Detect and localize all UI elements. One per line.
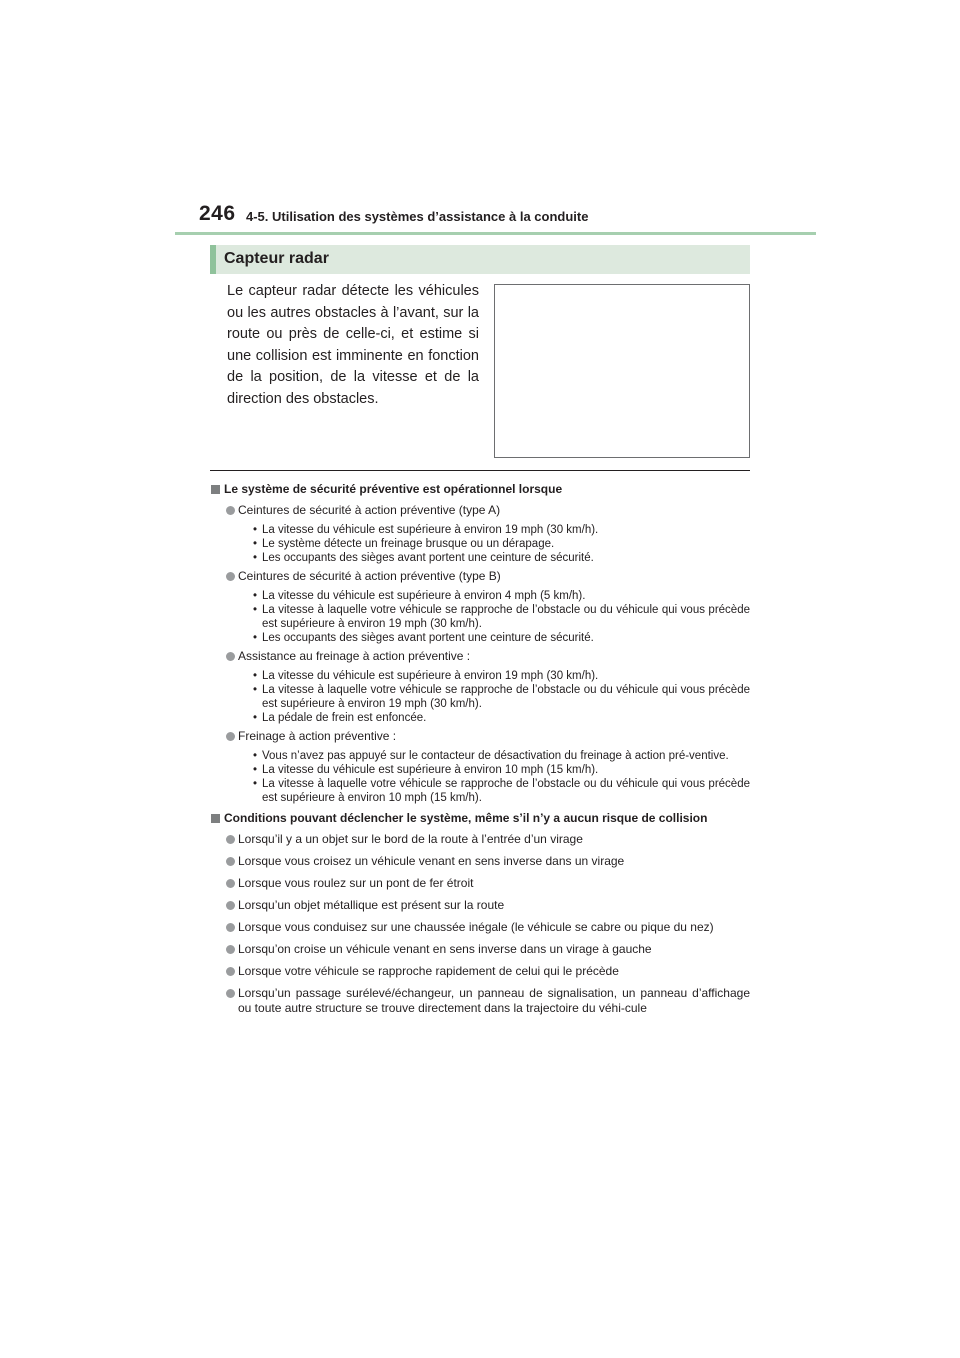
sub-list-item-text: Les occupants des sièges avant portent une ceinture de sécurité. (262, 632, 594, 644)
list-item (210, 942, 750, 957)
sub-list-item: • La vitesse du véhicule est supérieure à environ 19 mph (30 km/h). (253, 524, 599, 536)
sub-list-item-text: La vitesse à laquelle votre véhicule se rapproche de l’obstacle ou du véhicule qui vous précède est supérieure à environ 10 mph (15 km/h). (262, 778, 750, 804)
round-bullet-icon (226, 506, 235, 515)
page-number: 246 (199, 202, 236, 225)
chapter-title: 4-5. Utilisation des systèmes d’assistance à la conduite (246, 209, 589, 224)
round-bullet-icon (226, 879, 235, 888)
list-item-label: Assistance au freinage à action préventive : (238, 649, 471, 663)
list-item (210, 876, 750, 891)
list-item-label: Lorsque vous croisez un véhicule venant en sens inverse dans un virage (238, 854, 625, 868)
list-item-label: Lorsqu’il y a un objet sur le bord de la route à l’entrée d’un virage (238, 832, 583, 846)
list-item (210, 964, 750, 979)
sub-list-item-text: La vitesse du véhicule est supérieure à environ 19 mph (30 km/h). (262, 524, 599, 536)
sub-list-item: • La vitesse du véhicule est supérieure à environ 10 mph (15 km/h). (253, 764, 599, 776)
sub-list (210, 523, 750, 565)
round-bullet-icon (226, 923, 235, 932)
list-item (210, 649, 750, 664)
sub-list-item-text: La pédale de frein est enfoncée. (262, 712, 427, 724)
list-item (210, 986, 750, 1016)
square-bullet-icon (211, 814, 220, 823)
list-item-label: Freinage à action préventive : (238, 729, 397, 743)
sub-list-item: • La vitesse à laquelle votre véhicule se rapproche de l’obstacle ou du véhicule qui vous précède est supérieure à environ 19 mph (30 km/h). (253, 684, 750, 710)
op-group (210, 649, 750, 725)
sub-list-item-text: Vous n’avez pas appuyé sur le contacteur de désactivation du freinage à action pré-ventive. (262, 750, 729, 762)
sub-list-item-text: La vitesse à laquelle votre véhicule se rapproche de l’obstacle ou du véhicule qui vous précède est supérieure à environ 19 mph (30 km/h). (262, 604, 750, 630)
sub-list-item-text: La vitesse du véhicule est supérieure à environ 10 mph (15 km/h). (262, 764, 599, 776)
list-item (210, 569, 750, 584)
sub-list-item: • Le système détecte un freinage brusque ou un dérapage. (253, 538, 555, 550)
sub-list-item-text: Le système détecte un freinage brusque ou un dérapage. (262, 538, 555, 550)
sub-list-item: • Vous n’avez pas appuyé sur le contacteur de désactivation du freinage à action pré-ventive. (253, 750, 729, 762)
section-divider (210, 470, 750, 471)
round-bullet-icon (226, 857, 235, 866)
list-item (210, 854, 750, 869)
conditions-heading-text: Conditions pouvant déclencher le système, même s’il n’y a aucun risque de collision (224, 811, 708, 825)
intro-paragraph: Le capteur radar détecte les véhicules ou les autres obstacles à l’avant, sur la route ou près de celle-ci, et estime si une collision est imminente en fonction de la position, de la vitesse et de la direction des obstacles. (227, 283, 479, 407)
op-group (210, 729, 750, 805)
notes (210, 482, 750, 1023)
op-group (210, 569, 750, 645)
sub-list-item: • La pédale de frein est enfoncée. (253, 712, 427, 724)
round-bullet-icon (226, 901, 235, 910)
round-bullet-icon (226, 835, 235, 844)
list-item-label: Lorsqu’un passage surélevé/échangeur, un panneau de signalisation, un panneau d’affichage ou toute autre structure se trouve directement dans la trajectoire du véhi-cule (238, 986, 750, 1015)
list-item-label: Lorsque votre véhicule se rapproche rapidement de celui qui le précède (238, 964, 619, 978)
round-bullet-icon (226, 945, 235, 954)
sub-list-item-text: Les occupants des sièges avant portent une ceinture de sécurité. (262, 552, 594, 564)
list-item-label: Lorsque vous roulez sur un pont de fer étroit (238, 876, 474, 890)
section-header (210, 245, 750, 274)
sub-list-item-text: La vitesse du véhicule est supérieure à environ 19 mph (30 km/h). (262, 670, 599, 682)
sub-list-item: • La vitesse du véhicule est supérieure à environ 19 mph (30 km/h). (253, 670, 599, 682)
operational-heading (210, 482, 750, 497)
list-item-label: Ceintures de sécurité à action préventive (type A) (238, 503, 501, 517)
round-bullet-icon (226, 652, 235, 661)
sub-list-item: • La vitesse du véhicule est supérieure à environ 4 mph (5 km/h). (253, 590, 586, 602)
list-item (210, 832, 750, 847)
sub-list-item: • La vitesse à laquelle votre véhicule se rapproche de l’obstacle ou du véhicule qui vous précède est supérieure à environ 19 mph (30 km/h). (253, 604, 750, 630)
round-bullet-icon (226, 572, 235, 581)
list-item-label: Lorsqu’on croise un véhicule venant en sens inverse dans un virage à gauche (238, 942, 652, 956)
list-item-label: Ceintures de sécurité à action préventive (type B) (238, 569, 501, 583)
round-bullet-icon (226, 967, 235, 976)
section-header-accent (210, 245, 216, 274)
sub-list (210, 589, 750, 645)
round-bullet-icon (226, 989, 235, 998)
sub-list-item: • La vitesse à laquelle votre véhicule se rapproche de l’obstacle ou du véhicule qui vous précède est supérieure à environ 10 mph (15 km/h). (253, 778, 750, 804)
header-rule (175, 232, 816, 235)
sub-list (210, 749, 750, 805)
op-group (210, 503, 750, 565)
list-item (210, 898, 750, 913)
sub-list (210, 669, 750, 725)
sub-list-item: • Les occupants des sièges avant portent une ceinture de sécurité. (253, 632, 594, 644)
list-item-label: Lorsqu’un objet métallique est présent sur la route (238, 898, 505, 912)
list-item (210, 920, 750, 935)
square-bullet-icon (211, 485, 220, 494)
conditions-heading (210, 811, 750, 826)
section-title: Capteur radar (224, 250, 329, 267)
figure-placeholder (494, 284, 750, 458)
sub-list-item-text: La vitesse à laquelle votre véhicule se rapproche de l’obstacle ou du véhicule qui vous précède est supérieure à environ 19 mph (30 km/h). (262, 684, 750, 710)
list-item (210, 503, 750, 518)
round-bullet-icon (226, 732, 235, 741)
list-item (210, 729, 750, 744)
operational-heading-text: Le système de sécurité préventive est opérationnel lorsque (224, 482, 563, 496)
sub-list-item-text: La vitesse du véhicule est supérieure à environ 4 mph (5 km/h). (262, 590, 586, 602)
sub-list-item: • Les occupants des sièges avant portent une ceinture de sécurité. (253, 552, 594, 564)
list-item-label: Lorsque vous conduisez sur une chaussée inégale (le véhicule se cabre ou pique du nez) (238, 920, 714, 934)
